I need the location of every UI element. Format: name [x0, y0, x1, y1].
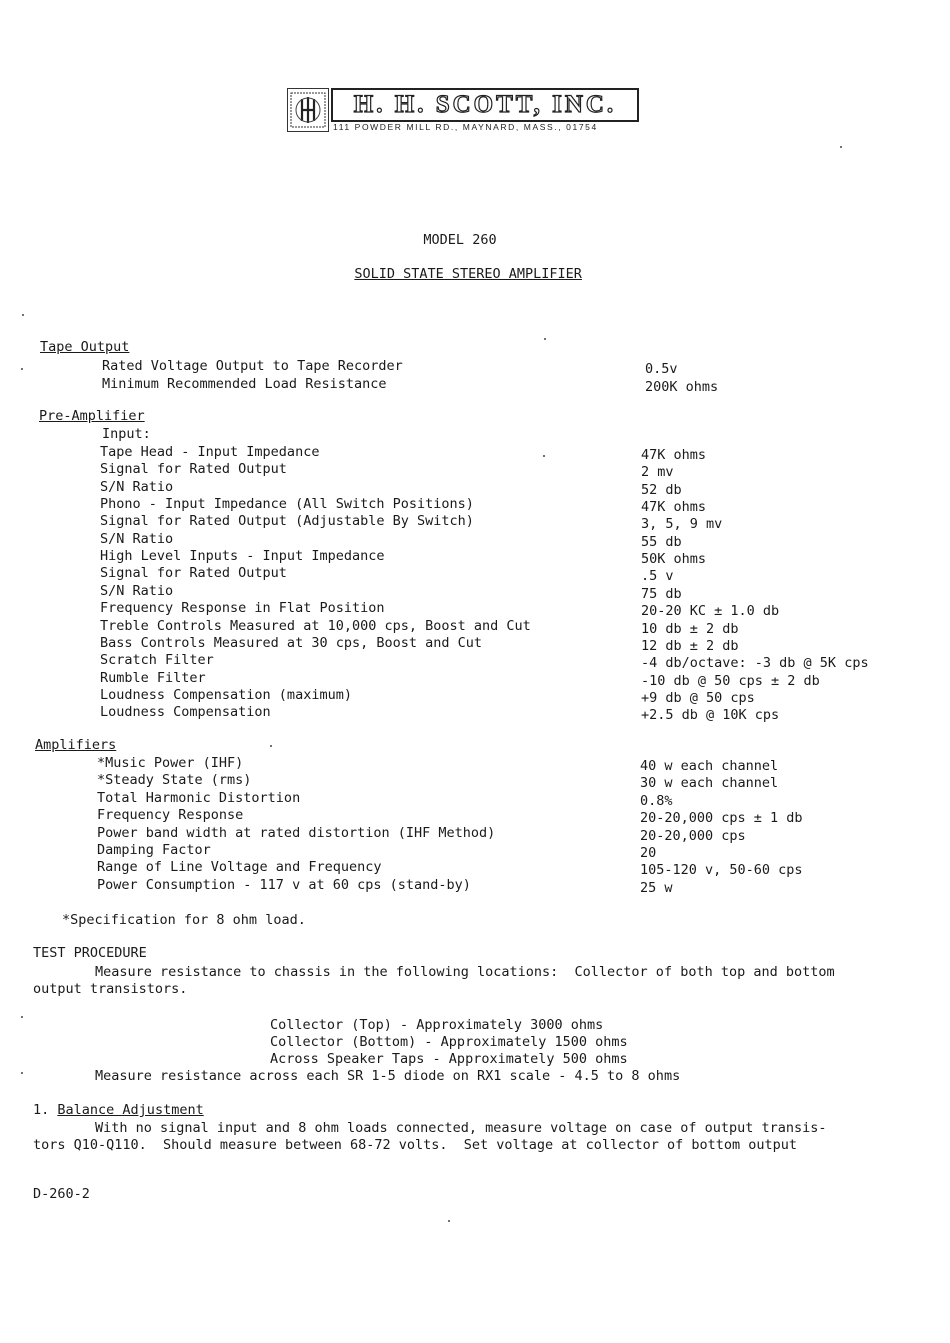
spec-value: 20-20,000 cps	[640, 827, 746, 844]
spec-row	[0, 859, 950, 879]
spec-label: Loudness Compensation	[100, 704, 271, 721]
spec-label: Rated Voltage Output to Tape Recorder	[102, 358, 403, 374]
spec-value: 20-20,000 cps ± 1 db	[640, 810, 803, 827]
spec-row	[0, 670, 950, 687]
reading-speaker-taps: Across Speaker Taps - Approximately 500 ohms	[270, 1051, 628, 1067]
spec-value: 3, 5, 9 mv	[641, 516, 723, 533]
spec-value: 75 db	[641, 585, 682, 602]
input-label: Input:	[102, 426, 151, 442]
section-title-test-procedure: TEST PROCEDURE	[33, 945, 147, 961]
spec-label: S/N Ratio	[100, 582, 174, 599]
spec-label: Range of Line Voltage and Frequency	[97, 859, 382, 876]
section-title-tape-output: Tape Output	[40, 339, 130, 355]
spec-label: Signal for Rated Output (Adjustable By Switch)	[100, 513, 474, 530]
spec-row	[0, 565, 950, 585]
spec-label: Signal for Rated Output	[100, 461, 287, 478]
scan-speck	[544, 338, 546, 340]
spec-value: 0.8%	[640, 792, 673, 809]
reading-collector-top: Collector (Top) - Approximately 3000 ohms	[270, 1017, 604, 1033]
document-subtitle: SOLID STATE STEREO AMPLIFIER	[354, 266, 582, 282]
spec-row	[0, 376, 950, 393]
test-intro-line2: output transistors.	[33, 981, 188, 997]
scan-speck	[543, 455, 545, 457]
scan-speck	[270, 745, 272, 747]
spec-value: 200K ohms	[645, 378, 719, 395]
spec-row	[0, 461, 950, 481]
spec-value: 2 mv	[641, 464, 674, 481]
spec-value: .5 v	[641, 568, 674, 585]
spec-value: 52 db	[641, 481, 682, 498]
spec-value: 30 w each channel	[640, 775, 779, 792]
spec-label: Power band width at rated distortion (IHF Method)	[97, 824, 496, 841]
balance-number: 1.	[33, 1102, 50, 1118]
spec-label: Bass Controls Measured at 30 cps, Boost and Cut	[100, 634, 483, 651]
spec-row	[0, 772, 950, 792]
spec-row	[0, 687, 950, 704]
section-title-amplifiers: Amplifiers	[35, 737, 117, 753]
scan-speck	[448, 1220, 450, 1222]
spec-label: Loudness Compensation (maximum)	[100, 686, 352, 703]
spec-label: Frequency Response	[97, 807, 244, 824]
diode-measurement: Measure resistance across each SR 1-5 diode on RX1 scale - 4.5 to 8 ohms	[95, 1068, 681, 1084]
spec-row	[0, 479, 950, 496]
company-address: 111 POWDER MILL RD., MAYNARD, MASS., 01754	[333, 122, 598, 132]
spec-row	[0, 755, 950, 772]
spec-value: 10 db ± 2 db	[641, 620, 739, 637]
spec-label: Scratch Filter	[100, 652, 214, 669]
subtitle-wrap	[0, 250, 920, 282]
spec-label: Phono - Input Impedance (All Switch Positions)	[100, 496, 474, 513]
company-name: H. H. SCOTT, INC.	[331, 88, 639, 122]
spec-row	[0, 548, 950, 568]
spec-row	[0, 842, 950, 859]
spec-row	[0, 704, 950, 724]
spec-row	[0, 618, 950, 635]
balance-heading	[33, 1102, 204, 1118]
spec-value: 20	[640, 845, 657, 861]
spec-label: S/N Ratio	[100, 530, 174, 547]
spec-row	[0, 807, 950, 827]
spec-value: 0.5v	[645, 361, 678, 377]
spec-value: 25 w	[640, 879, 673, 896]
spec-row	[0, 635, 950, 652]
reading-collector-bottom: Collector (Bottom) - Approximately 1500 ohms	[270, 1034, 628, 1050]
letterhead-logo	[287, 86, 639, 134]
scan-speck	[21, 1072, 23, 1074]
spec-value: 12 db ± 2 db	[641, 637, 739, 654]
scott-logo-icon	[287, 88, 329, 132]
spec-label: High Level Inputs - Input Impedance	[100, 548, 385, 565]
spec-row	[0, 790, 950, 807]
spec-label: Treble Controls Measured at 10,000 cps, Boost and Cut	[100, 617, 531, 634]
spec-label: S/N Ratio	[100, 478, 174, 495]
spec-value: 55 db	[641, 533, 682, 550]
spec-value: 47K ohms	[641, 447, 707, 463]
spec-row	[0, 358, 950, 375]
load-footnote: *Specification for 8 ohm load.	[62, 912, 306, 928]
spec-value: +2.5 db @ 10K cps	[641, 707, 780, 724]
spec-value: -4 db/octave: -3 db @ 5K cps	[641, 655, 869, 672]
spec-label: Signal for Rated Output	[100, 565, 287, 582]
spec-label: Power Consumption - 117 v at 60 cps (stand-by)	[97, 876, 471, 893]
spec-label: Rumble Filter	[100, 669, 206, 686]
balance-line2: tors Q10-Q110. Should measure between 68-72 volts. Set voltage at collector of bottom output	[33, 1137, 798, 1153]
page-code: D-260-2	[33, 1186, 90, 1202]
spec-label: Tape Head - Input Impedance	[100, 444, 320, 460]
balance-line1: With no signal input and 8 ohm loads connected, measure voltage on case of output transis-	[95, 1120, 827, 1136]
scan-speck	[21, 1016, 23, 1018]
spec-value: 40 w each channel	[640, 758, 779, 774]
scan-speck	[21, 368, 23, 370]
spec-row	[0, 444, 950, 461]
spec-row	[0, 825, 950, 842]
spec-value: 20-20 KC ± 1.0 db	[641, 603, 780, 620]
balance-title: Balance Adjustment	[57, 1102, 204, 1118]
spec-row	[0, 583, 950, 600]
spec-row	[0, 877, 950, 894]
spec-value: +9 db @ 50 cps	[641, 689, 755, 706]
spec-label: *Music Power (IHF)	[97, 755, 244, 771]
spec-row	[0, 496, 950, 516]
scan-speck	[840, 146, 842, 148]
spec-value: 47K ohms	[641, 499, 707, 516]
test-intro-line1: Measure resistance to chassis in the following locations: Collector of both top and bottom	[95, 964, 835, 980]
spec-row	[0, 652, 950, 672]
spec-label: Frequency Response in Flat Position	[100, 600, 385, 617]
spec-row	[0, 600, 950, 620]
section-title-pre-amplifier: Pre-Amplifier	[39, 408, 145, 424]
scan-speck	[22, 314, 24, 316]
spec-label: Damping Factor	[97, 842, 211, 858]
spec-label: Minimum Recommended Load Resistance	[102, 375, 387, 392]
spec-label: *Steady State (rms)	[97, 772, 252, 789]
model-title: MODEL 260	[423, 232, 497, 248]
spec-label: Total Harmonic Distortion	[97, 789, 301, 806]
spec-row	[0, 513, 950, 533]
spec-value: 50K ohms	[641, 551, 707, 568]
spec-row	[0, 531, 950, 548]
spec-value: 105-120 v, 50-60 cps	[640, 862, 803, 879]
spec-value: -10 db @ 50 cps ± 2 db	[641, 672, 820, 689]
